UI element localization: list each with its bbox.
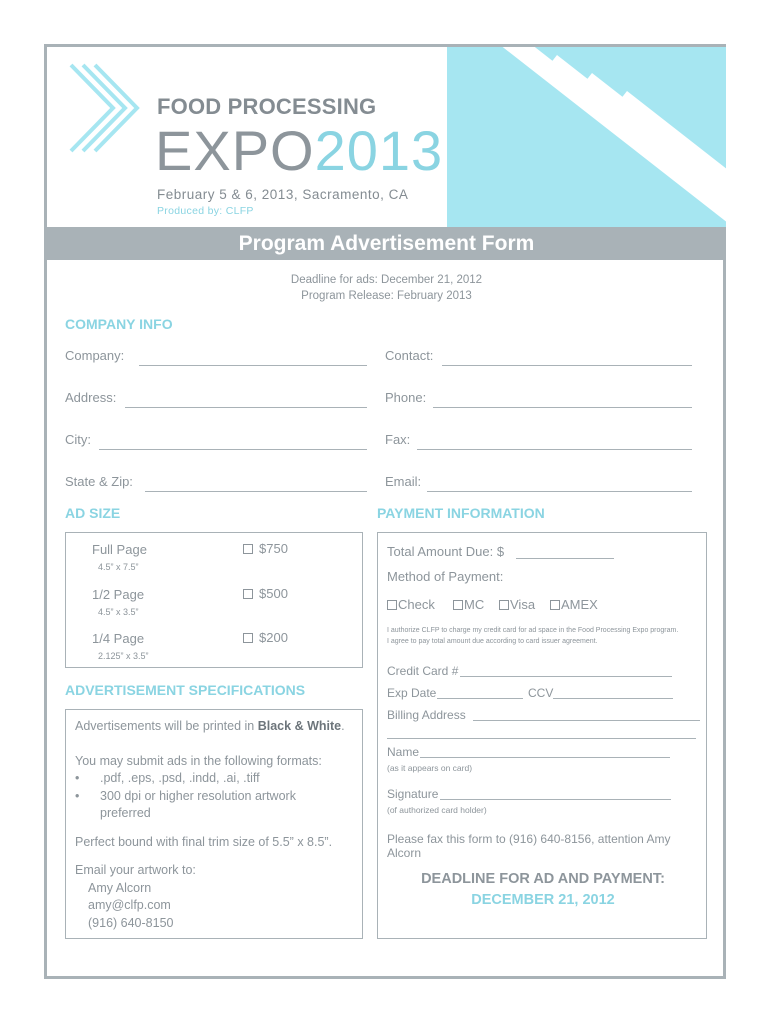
chevron-logo-icon: [65, 59, 143, 157]
signature-note: (of authorized card holder): [387, 805, 487, 815]
address-field[interactable]: [125, 407, 367, 408]
city-label: City:: [65, 432, 91, 447]
payment-deadline-date: DECEMBER 21, 2012: [471, 892, 615, 908]
ad-option[interactable]: [92, 587, 144, 617]
format-bullet: •: [75, 789, 80, 803]
payment-box: [377, 532, 707, 939]
ccv-field[interactable]: [553, 698, 673, 699]
ad-price-option[interactable]: [243, 586, 288, 601]
specs-heading: ADVERTISEMENT SPECIFICATIONS: [65, 682, 306, 698]
form-title: Program Advertisement Form: [238, 232, 535, 255]
stripe: [478, 47, 726, 227]
format-bullet: •: [75, 771, 80, 785]
event-name: FOOD PROCESSING: [157, 94, 377, 119]
method-visa[interactable]: Visa: [499, 597, 535, 612]
fax-field[interactable]: [417, 449, 692, 450]
exp-date-label: Exp Date: [387, 686, 437, 700]
company-info-heading: COMPANY INFO: [65, 316, 173, 332]
ad-size-box: [65, 532, 363, 668]
ad-price: $750: [259, 541, 288, 556]
contact-field[interactable]: [442, 365, 692, 366]
trim-note: Perfect bound with final trim size of 5.5” x 8.5”.: [75, 835, 333, 849]
state-zip-label: State & Zip:: [65, 474, 133, 489]
form-title-bar: [47, 227, 726, 260]
contact-phone: (916) 640-8150: [88, 916, 174, 930]
checkbox-icon[interactable]: [453, 600, 463, 610]
name-note: (as it appears on card): [387, 763, 473, 773]
total-due-field[interactable]: [516, 558, 614, 559]
city-field[interactable]: [99, 449, 367, 450]
ad-option-name: 1/2 Page: [92, 587, 145, 602]
print-suffix: .: [341, 719, 345, 733]
contact-label: Contact:: [385, 348, 434, 363]
ad-price-option[interactable]: [243, 541, 288, 556]
ccv-label: CCV: [528, 686, 554, 700]
ad-option-name: 1/4 Page: [92, 631, 145, 646]
ads-deadline: Deadline for ads: December 21, 2012: [290, 274, 483, 286]
credit-card-field[interactable]: [460, 676, 672, 677]
contact-name: Amy Alcorn: [88, 881, 152, 895]
expo-wordmark: [155, 119, 444, 182]
checkbox-icon[interactable]: [243, 633, 253, 643]
email-intro: Email your artwork to:: [75, 863, 196, 877]
fax-label: Fax:: [385, 432, 411, 447]
formats-intro: You may submit ads in the following formats:: [75, 754, 322, 768]
expo-word: EXPO: [155, 119, 315, 182]
checkbox-icon[interactable]: [243, 589, 253, 599]
ad-size-heading: AD SIZE: [65, 505, 121, 521]
email-label: Email:: [385, 474, 422, 489]
method-amex[interactable]: AMEX: [550, 597, 598, 612]
ad-price-option[interactable]: [243, 630, 288, 645]
specs-box: [65, 709, 363, 939]
ad-price: $500: [259, 586, 288, 601]
total-due-label: Total Amount Due: $: [387, 544, 505, 559]
billing-field-2[interactable]: [387, 738, 696, 739]
ad-option-dims: 4.5” x 3.5”: [98, 607, 139, 617]
ad-price: $200: [259, 630, 288, 645]
company-field[interactable]: [139, 365, 367, 366]
billing-field[interactable]: [473, 720, 700, 721]
checkbox-icon[interactable]: [550, 600, 560, 610]
program-release: Program Release: February 2013: [301, 290, 472, 302]
authorization-text: I authorize CLFP to charge my credit card for ad space in the Food Processing Expo program. I agree to pay total amount due according to card issuer agreement.: [387, 627, 679, 645]
credit-card-label: Credit Card #: [387, 664, 459, 678]
expo-year: 2013: [314, 119, 444, 182]
phone-label: Phone:: [385, 390, 427, 405]
print-color: Black & White: [257, 719, 342, 733]
company-label: Company:: [65, 348, 125, 363]
method-check[interactable]: Check: [387, 597, 435, 612]
ad-option-dims: 2.125” x 3.5”: [98, 651, 149, 661]
ad-option[interactable]: [92, 542, 147, 572]
print-prefix: Advertisements will be printed in: [75, 719, 258, 733]
checkbox-icon[interactable]: [243, 544, 253, 554]
payment-heading: PAYMENT INFORMATION: [377, 505, 545, 521]
decorative-stripe-panel: [447, 47, 726, 227]
print-note: [75, 718, 360, 736]
method-label: Method of Payment:: [387, 569, 504, 584]
payment-deadline-label: DEADLINE FOR AD AND PAYMENT:: [421, 871, 665, 887]
resolution-note-2: preferred: [100, 806, 151, 820]
signature-field[interactable]: [440, 799, 671, 800]
checkbox-icon[interactable]: [387, 600, 397, 610]
ad-option-name: Full Page: [92, 542, 147, 557]
producer-credit: Produced by: CLFP: [157, 205, 254, 217]
event-dates-location: February 5 & 6, 2013, Sacramento, CA: [157, 187, 409, 202]
checkbox-icon[interactable]: [499, 600, 509, 610]
billing-label: Billing Address: [387, 708, 466, 722]
address-label: Address:: [65, 390, 117, 405]
ad-option[interactable]: [92, 631, 149, 661]
form-page: [44, 44, 726, 979]
phone-field[interactable]: [433, 407, 692, 408]
method-mc[interactable]: MC: [453, 597, 484, 612]
state-zip-field[interactable]: [145, 491, 367, 492]
format-list: .pdf, .eps, .psd, .indd, .ai, .tiff: [100, 771, 260, 785]
exp-date-field[interactable]: [437, 698, 523, 699]
name-label: Name: [387, 745, 420, 759]
signature-label: Signature: [387, 787, 439, 801]
fax-instruction: Please fax this form to (916) 640-8156, attention Amy Alcorn: [387, 832, 671, 860]
resolution-note: 300 dpi or higher resolution artwork: [100, 789, 296, 803]
ad-option-dims: 4.5” x 7.5”: [98, 562, 139, 572]
name-field[interactable]: [420, 757, 670, 758]
contact-email[interactable]: amy@clfp.com: [88, 898, 171, 912]
email-field[interactable]: [427, 491, 692, 492]
